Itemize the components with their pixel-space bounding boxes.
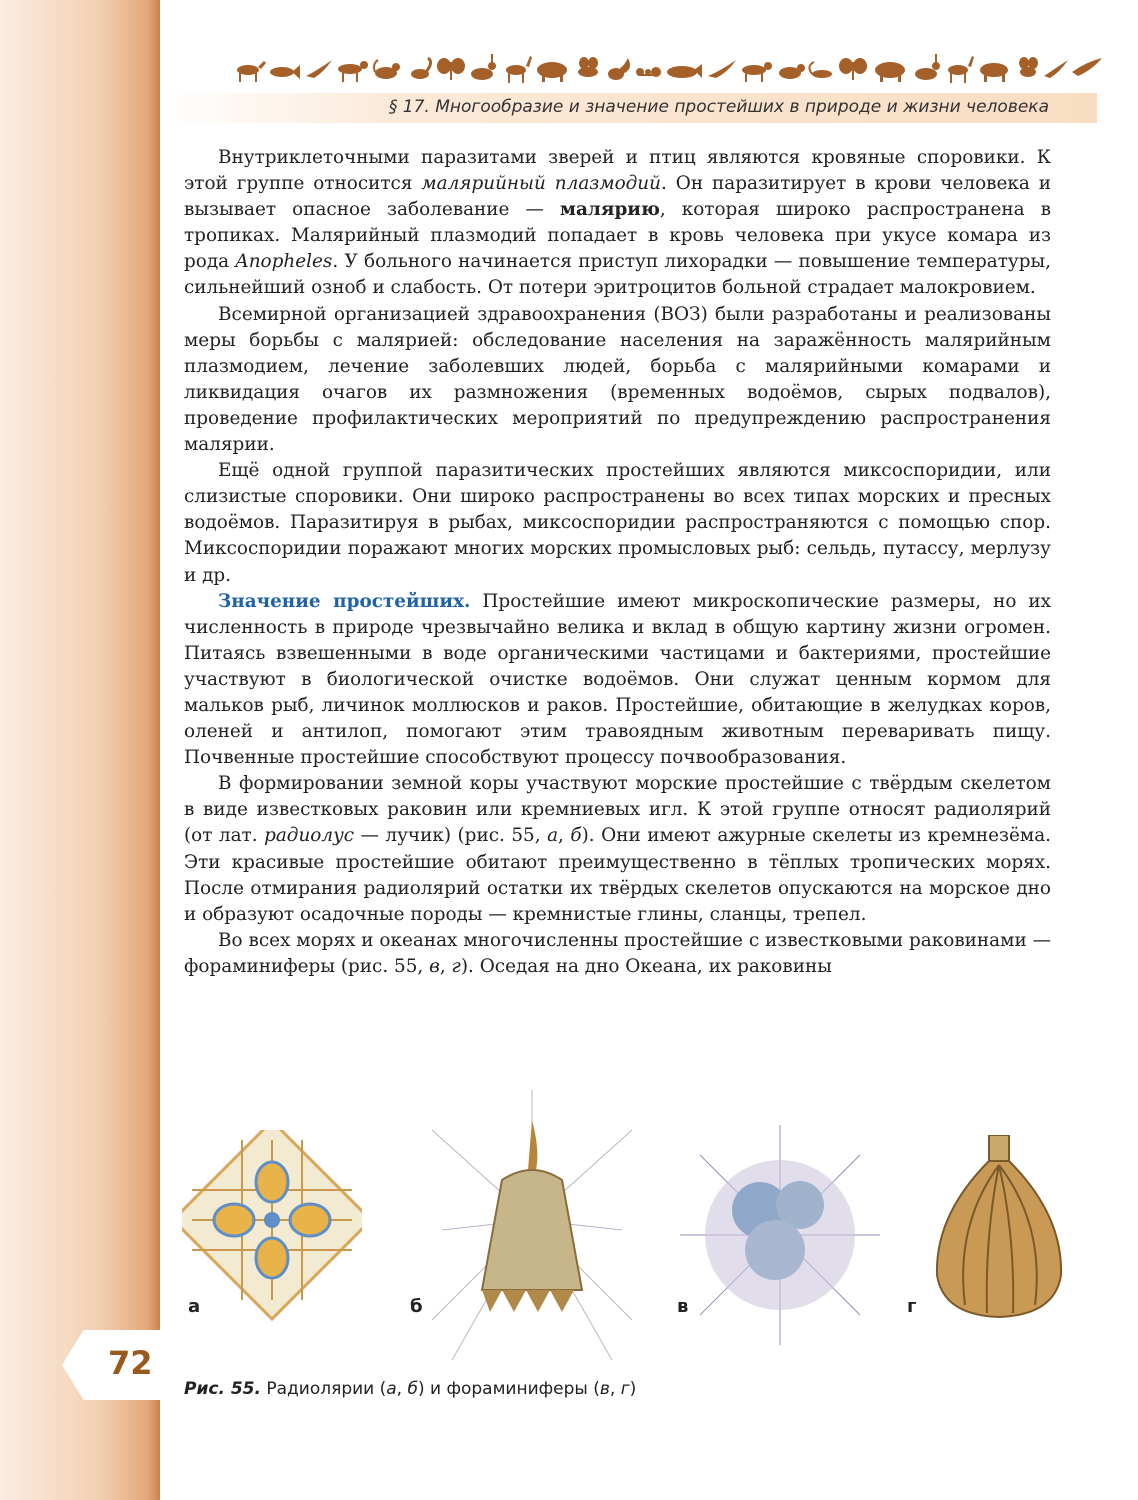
squirrel-icon xyxy=(608,58,630,80)
whale-icon xyxy=(667,64,702,78)
foraminifera-g-illustration xyxy=(925,1135,1075,1335)
gazelle-icon xyxy=(948,56,974,83)
caption-label: Рис. 55. xyxy=(184,1379,261,1399)
insect-icon xyxy=(1019,57,1038,77)
lizard-icon xyxy=(809,62,832,78)
section-header-band xyxy=(165,93,1097,123)
butterfly-icon xyxy=(437,58,465,80)
swallow-icon xyxy=(1072,58,1102,76)
fish-icon xyxy=(270,65,300,79)
hare-icon xyxy=(915,54,940,80)
bird-icon xyxy=(708,60,736,78)
bird-icon xyxy=(306,60,332,78)
bird-icon xyxy=(1044,60,1068,78)
paragraph-malaria: Внутриклеточными паразитами зверей и птиц являются кровяные споровики. К этой группе относится малярийный плазмодий. Он паразитирует в крови человека и вызывает опасное заболевание — малярию, которая широко распространена в тропиках. Малярийный плазмодий попадает в кровь человека при укусе комара из рода Anopheles. У больного начинается приступ лихорадки — повышение температуры, сильнейший озноб и слабость. От потери эритроцитов больной страдает малокровием. xyxy=(184,147,1052,299)
antelope-icon xyxy=(237,61,266,82)
paragraph-heading: Значение простейших. xyxy=(218,590,471,612)
figure-label-a: а xyxy=(188,1296,201,1317)
section-title: § 17. Многообразие и значение простейших в природе и жизни человека xyxy=(388,97,1049,117)
ant-icon xyxy=(636,67,661,77)
paragraph-significance: Значение простейших. Простейшие имеют микроскопические размеры, но их численность в природе чрезвычайно велика и вклад в общую картину жизни огромен. Питаясь взвешенными в воде органическими частицами и бактериями, простейшие участвуют в биологической очистке водоёмов. Они служат ценным кормом для мальков рыб, личинок моллюсков и раков. Простейшие, обитающие в желудках коров, оленей и антилоп, помогают этим травоядным животным переваривать пищу. Почвенные простейшие способствуют процессу почвообразования. xyxy=(184,590,1051,769)
fox-icon xyxy=(338,61,368,82)
deer-icon xyxy=(506,56,532,83)
scorpion-icon xyxy=(411,58,431,79)
paragraph-myxosporidia: Ещё одной группой паразитических простейших являются миксоспоридии, или слизистые споровики. Они широко распространены во всех типах морских и пресных водоёмов. Паразитируя в рыбах, миксоспоридии распространяются с помощью спор. Миксоспоридии поражают многих морских промысловых рыб: сельдь, путассу, мерлузу и др. xyxy=(184,460,1051,586)
paragraph-radiolaria: В формировании земной коры участвуют морские простейшие с твёрдым скелетом в виде известковых раковин или кремниевых игл. К этой группе относят радиолярий (от лат. радиолус — лучик) (рис. 55, а, б). Они имеют ажурные скелеты из кремнезёма. Эти красивые простейшие обитают преимущественно в тёплых тропических морях. После отмирания радиолярий остатки их твёрдых скелетов опускаются на морское дно и образуют осадочные породы — кремнистые глины, сланцы, трепел. xyxy=(184,773,1052,925)
dog-icon xyxy=(742,62,772,82)
bison-icon xyxy=(537,62,567,82)
paragraph-who: Всемирной организацией здравоохранения (ВОЗ) были разработаны и реализованы меры борьбы с малярией: обследование населения на заражённость малярийным плазмодием, лечение заболевших людей, борьба с малярийными комарами и ликвидация очагов их размножения (временных водоёмов, сырых подвалов), проведение профилактических мероприятий по предупреждению распространения малярии. xyxy=(184,303,1051,456)
body-text xyxy=(184,145,1051,980)
page-margin-band xyxy=(0,0,160,1500)
bee-icon xyxy=(578,57,598,77)
radiolarian-a-illustration xyxy=(182,1130,362,1330)
radiolarian-b-illustration xyxy=(432,1090,632,1360)
page-number: 72 xyxy=(108,1344,153,1382)
buffalo-icon xyxy=(875,62,905,82)
rabbit-icon xyxy=(471,54,496,80)
figure-label-v: в xyxy=(677,1296,689,1317)
figure-label-g: г xyxy=(907,1296,917,1317)
cow-icon xyxy=(980,63,1008,82)
foraminifera-v-illustration xyxy=(680,1125,880,1345)
paragraph-foraminifera: Во всех морях и океанах многочисленны простейшие с известковыми раковинами — фораминиферы (рис. 55, в, г). Оседая на дно Океана, их раковины xyxy=(184,929,1051,977)
figure-label-b: б xyxy=(410,1296,423,1317)
figure-55 xyxy=(180,1090,1080,1370)
figure-caption: Рис. 55. Радиолярии (а, б) и фораминиферы (в, г) xyxy=(184,1379,637,1399)
rodent-icon xyxy=(779,64,805,79)
mouse-icon xyxy=(374,60,400,79)
animal-ornament-strip xyxy=(232,52,1102,88)
moth-icon xyxy=(839,58,867,80)
